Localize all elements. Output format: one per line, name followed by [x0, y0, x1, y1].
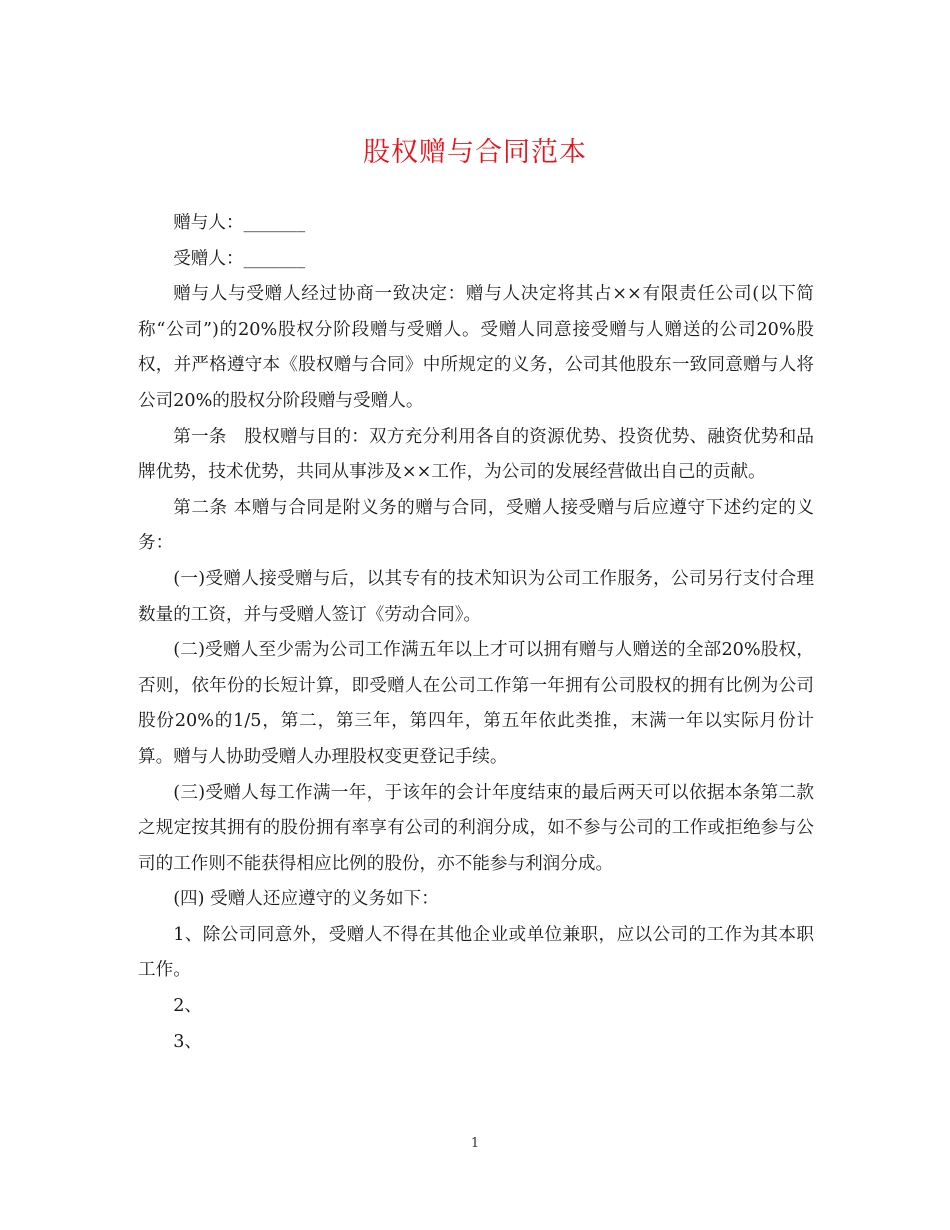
donor-line: 赠与人：_______: [173, 213, 306, 233]
obligation-2-paragraph: 2、: [173, 996, 202, 1017]
clause-4-heading: (四) 受赠人还应遵守的义务如下：: [173, 889, 439, 910]
article-1-paragraph: 第一条 股权赠与目的：双方充分利用各自的资源优势、投资优势、融资优势和品牌优势，技术优势，共同从事涉及××工作，为公司的发展经营做出自己的贡献。: [138, 426, 814, 483]
document-title: 股权赠与合同范本: [363, 137, 587, 168]
page-number: 1: [470, 1136, 480, 1151]
obligation-1-paragraph: 1、除公司同意外，受赠人不得在其他企业或单位兼职，应以公司的工作为其本职工作。: [138, 924, 814, 981]
clause-3-paragraph: (三)受赠人每工作满一年，于该年的会计年度结束的最后两天可以依据本条第二款之规定按其拥有的股份拥有率享有公司的利润分成，如不参与公司的工作或拒绝参与公司的工作则不能获得相应比例的股份，亦不能参与利润分成。: [138, 782, 814, 874]
document-body: [138, 206, 814, 1060]
recipient-line: 受赠人：_______: [173, 248, 306, 269]
obligation-3-paragraph: 3、: [173, 1031, 202, 1052]
clause-1-paragraph: (一)受赠人接受赠与后，以其专有的技术知识为公司工作服务，公司另行支付合理数量的工资，并与受赠人签订《劳动合同》。: [138, 568, 814, 625]
preamble-paragraph: 赠与人与受赠人经过协商一致决定：赠与人决定将其占××有限责任公司(以下简称“公司”)的20%股权分阶段赠与受赠人。受赠人同意接受赠与人赠送的公司20%股权，并严格遵守本《股权赠与合同》中所规定的义务，公司其他股东一致同意赠与人将公司20%的股权分阶段赠与受赠人。: [138, 284, 814, 411]
clause-2-paragraph: (二)受赠人至少需为公司工作满五年以上才可以拥有赠与人赠送的全部20%股权，否则，依年份的长短计算，即受赠人在公司工作第一年拥有公司股权的拥有比例为公司股份20%的1/5，第二，第三年，第四年，第五年依此类推，末满一年以实际月份计算。赠与人协助受赠人办理股权变更登记手续。: [138, 640, 814, 767]
article-2-paragraph: 第二条 本赠与合同是附义务的赠与合同，受赠人接受赠与后应遵守下述约定的义务：: [138, 497, 814, 554]
